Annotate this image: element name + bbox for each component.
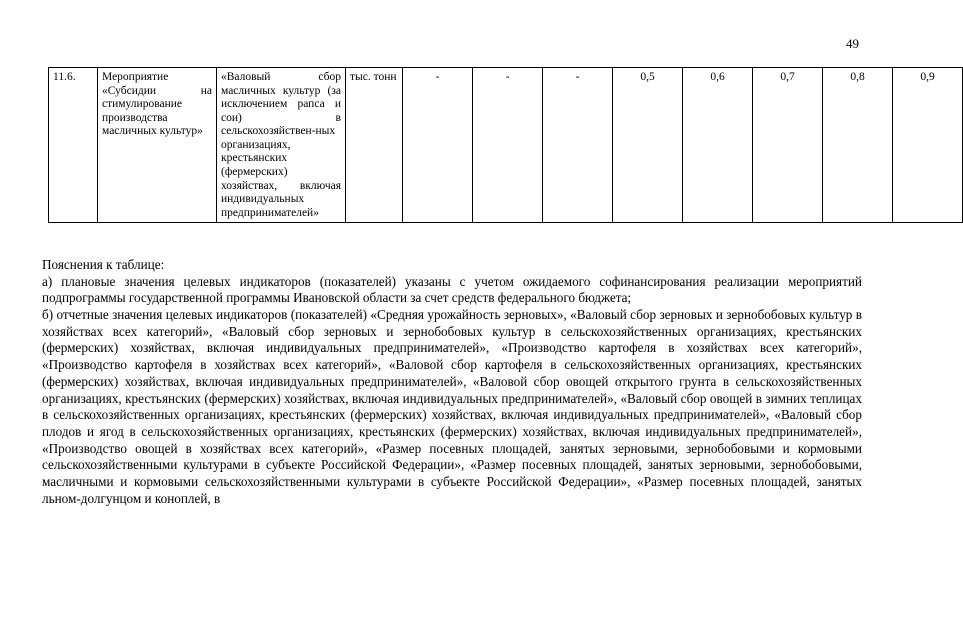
paragraph-b: б) отчетные значения целевых индикаторов (показателей) «Средняя урожайность зерновых», «Валовый сбор зерновых и зернобобовых культур в хозяйствах всех категорий», «Валовый сбор зерновых и зернобобовых культур в сельскохозяйственных организациях, крестьянских (фермерских) хозяйствах, включая индивидуальных предпринимателей», «Производство картофеля в хозяйствах всех категорий», «Производство картофеля в хозяйствах всех категорий», «Валовой сбор картофеля в сельскохозяйственных организациях, крестьянских (фермерских) хозяйствах, включая индивидуальных предпринимателей», «Валовой сбор овощей открытого грунта в сельскохозяйственных организациях, крестьянских (фермерских) хозяйствах, включая индивидуальных предпринимателей», «Валовый сбор овощей в зимних теплицах в сельскохозяйственных организациях, крестьянских (фермерских) хозяйствах, включая индивидуальных предпринимателей», «Валовый сбор плодов и ягод в сельскохозяйственных организациях, крестьянских (фермерских) хозяйствах, включая индивидуальных предпринимателей», «Производство овощей в хозяйствах всех категорий», «Размер посевных площадей, занятых зерновыми, зернобобовыми и кормовыми сельскохозяйственными культурами в субъекте Российской Федерации», «Размер посевных площадей, занятых зерновыми, зернобобовыми, масличными и кормовыми сельскохозяйственными культурами в субъекте Российской Федерации», «Размер посевных площадей, занятых льном-долгунцом и коноплей, в — [42, 307, 862, 506]
unit-cell: тыс. тонн — [346, 68, 403, 223]
indicator-name-cell: «Валовый сбор масличных культур (за исключением рапса и сои) в сельскохозяйствен-ных организациях, крестьянских (фермерских) хозяйствах, включая индивидуальных предпринимателей» — [217, 68, 346, 223]
explanatory-text — [42, 257, 862, 507]
indicators-table-wrapper — [48, 67, 935, 223]
explanations-heading: Пояснения к таблице: — [42, 257, 165, 272]
measure-name-cell: Мероприятие «Субсидии на стимулирование производства масличных культур» — [98, 68, 217, 223]
value-cell-2: - — [473, 68, 543, 223]
value-cell-8: 0,9 — [893, 68, 963, 223]
indicators-table — [48, 67, 963, 223]
page-number: 49 — [846, 36, 859, 51]
paragraph-a: а) плановые значения целевых индикаторов (показателей) указаны с учетом ожидаемого софинансирования реализации мероприятий подпрограммы государственной программы Ивановской области за счет средств федерального бюджета; — [42, 273, 862, 306]
value-cell-3: - — [543, 68, 613, 223]
value-cell-6: 0,7 — [753, 68, 823, 223]
table-row — [49, 68, 963, 223]
value-cell-4: 0,5 — [613, 68, 683, 223]
row-number-cell: 11.6. — [49, 68, 98, 223]
value-cell-5: 0,6 — [683, 68, 753, 223]
value-cell-7: 0,8 — [823, 68, 893, 223]
value-cell-1: - — [403, 68, 473, 223]
